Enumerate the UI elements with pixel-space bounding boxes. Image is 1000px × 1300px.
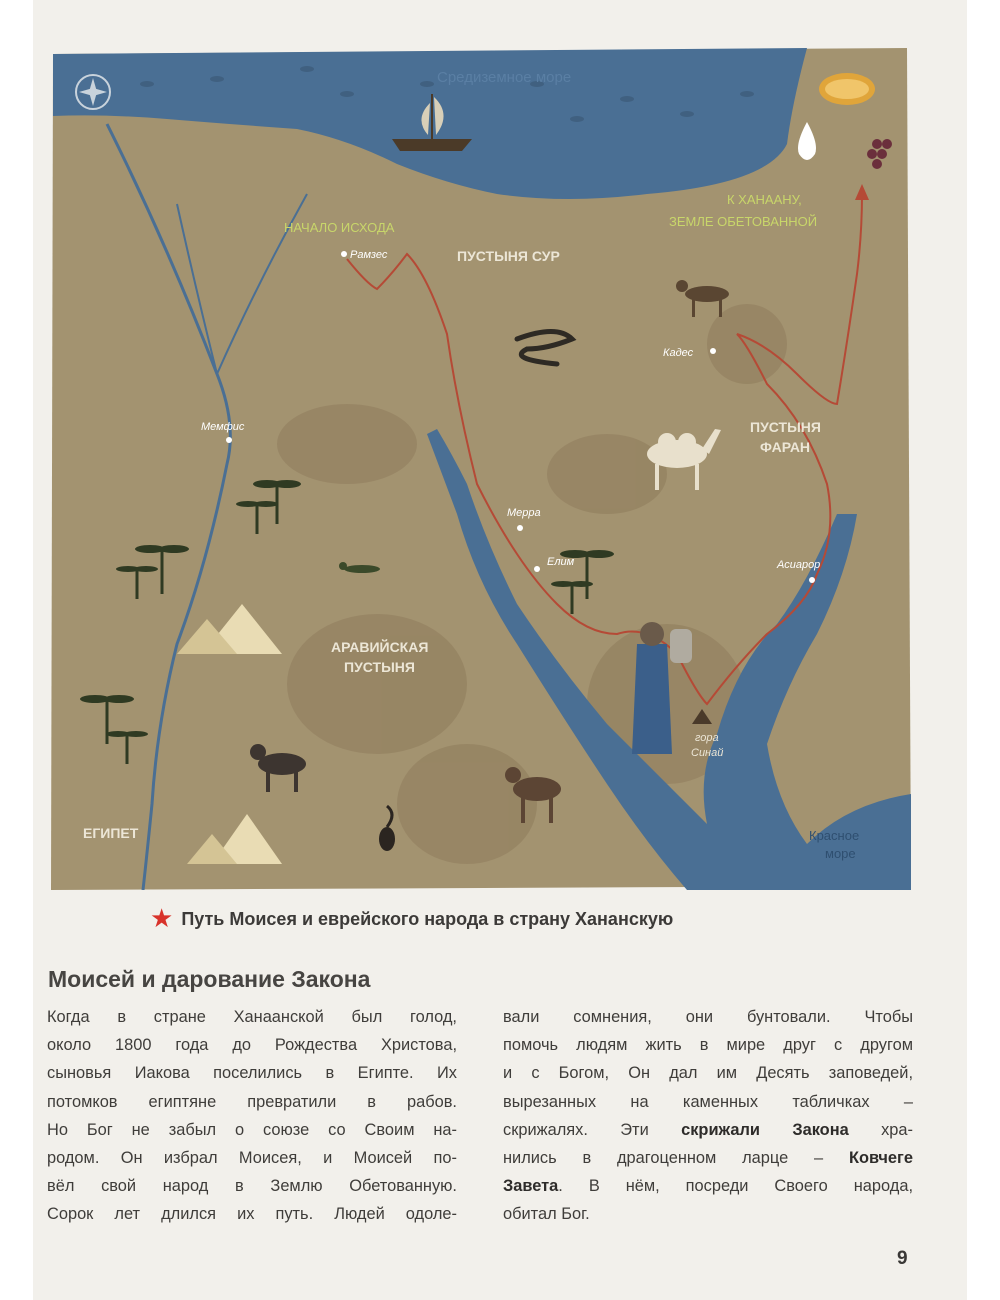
route-end-label-2: ЗЕМЛЕ ОБЕТОВАННОЙ	[669, 214, 818, 229]
text-run: скрижалях. Эти	[503, 1120, 682, 1139]
text-line	[503, 1116, 913, 1144]
desert-paran-label-1: ПУСТЫНЯ	[750, 419, 821, 435]
mediterranean-label: Средиземное море	[437, 69, 572, 86]
text-run: хра-	[848, 1120, 913, 1139]
text-line: Сорок лет длился их путь. Людей одоле-	[47, 1205, 457, 1224]
place-marah: Мерра	[507, 507, 541, 519]
article-column-left	[47, 1003, 457, 1229]
bold-term-tablets: скрижали Закона	[681, 1120, 849, 1139]
red-sea-label-2: море	[825, 846, 856, 861]
text-line: и с Богом, Он дал им Десять заповедей,	[503, 1064, 913, 1083]
page-number: 9	[897, 1248, 908, 1269]
map-caption	[150, 904, 850, 934]
place-sinai-2: Синай	[691, 747, 724, 759]
text-run: . В нём, посреди Своего народа,	[558, 1177, 913, 1196]
text-line	[503, 1172, 913, 1200]
star-icon: ★	[150, 904, 174, 934]
bold-term-ark: Ковчеге	[848, 1149, 913, 1168]
egypt-label: ЕГИПЕТ	[83, 825, 139, 841]
place-sinai-1: гора	[695, 732, 719, 744]
text-line	[503, 1144, 913, 1172]
article-title: Моисей и дарование Закона	[48, 966, 371, 992]
text-line: вёл свой народ в Землю Обетованную.	[47, 1177, 457, 1196]
route-start-label: НАЧАЛО ИСХОДА	[284, 220, 395, 235]
exodus-map	[47, 44, 913, 890]
text-line: Когда в стране Ханаанской был голод,	[47, 1008, 457, 1026]
compass-rose-icon	[76, 75, 110, 109]
text-line: потомков египтяне превратили в рабов.	[47, 1092, 457, 1111]
place-rameses: Рамзес	[350, 249, 388, 261]
text-line: около 1800 года до Рождества Христова,	[47, 1036, 457, 1055]
place-memphis: Мемфис	[201, 421, 245, 433]
map-caption-text: Путь Моисея и еврейского народа в страну Хананскую	[181, 908, 674, 929]
place-kadesh: Кадес	[663, 347, 694, 359]
arabian-desert-label-1: АРАВИЙСКАЯ	[331, 639, 429, 655]
place-elim: Елим	[547, 556, 575, 568]
desert-paran-label-2: ФАРАН	[760, 439, 811, 455]
text-line: Но Бог не забыл о союзе со Своим на-	[47, 1120, 457, 1139]
desert-shur-label: ПУСТЫНЯ СУР	[457, 248, 560, 264]
text-line: сыновья Иакова поселились в Египте. Их	[47, 1064, 457, 1083]
bold-term-covenant: Завета	[503, 1177, 559, 1196]
text-line: помочь людям жить в мире друг с другом	[503, 1036, 913, 1055]
route-end-label-1: К ХАНААНУ,	[727, 192, 802, 207]
text-line: родом. Он избрал Моисея, и Моисей по-	[47, 1149, 457, 1168]
red-sea-label-1: Красное	[809, 828, 860, 843]
text-line: обитал Бог.	[503, 1205, 590, 1224]
arabian-desert-label-2: ПУСТЫНЯ	[344, 659, 415, 675]
honeycomb-icon	[819, 73, 875, 105]
article-column-right	[503, 1003, 913, 1229]
text-line: вырезанных на каменных табличках –	[503, 1092, 913, 1111]
text-line: вали сомнения, они бунтовали. Чтобы	[503, 1008, 913, 1026]
place-azotor: Асиарор	[777, 559, 821, 571]
text-run: нились в драгоценном ларце –	[503, 1149, 849, 1168]
